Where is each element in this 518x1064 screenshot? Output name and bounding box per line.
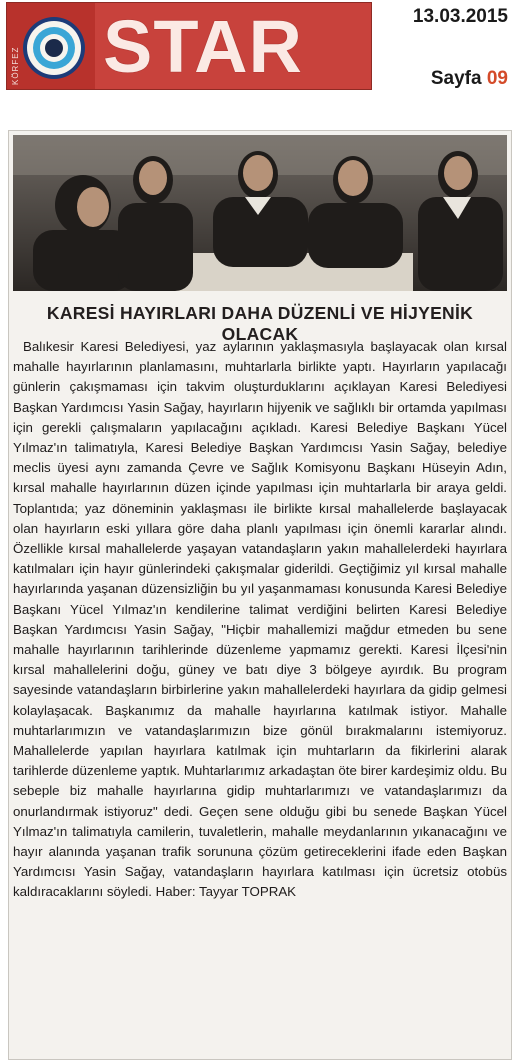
newspaper-logo [6,2,372,90]
news-clipping [8,130,512,1060]
article-headline: KARESİ HAYIRLARI DAHA DÜZENLİ VE HİJYENİK OLACAK [46,303,474,344]
masthead [0,0,518,120]
article-paragraph: Balıkesir Karesi Belediyesi, yaz aylarının yaklaşmasıyla başlayacak olan kırsal mahalle hayırlarının planlamasını, muhtarlarla birlikte yaptı. Hayırların yapılacağı günlerin çakışmaması için takvim oluşturduklarını açıklayan Karesi Belediyesi Başkan Yardımcısı Yasin Sağay, hayırların hijyenik ve sağlıklı bir ortamda yapılması için gerekli çalışmaların yapılacağını açıkladı. Karesi Belediye Başkanı Yücel Yılmaz'ın talimatıyla, Karesi Belediye Başkan Yardımcısı Yasin Sağay, belediye meclis üyesi aynı zamanda Çevre ve Sağlık Komisyonu Başkanı Hüseyin Adın, kırsal mahalle hayırlarının düzen içinde yapılması için muhtarlarla bir araya geldi. Toplantıda; yaz döneminin yaklaşması ile birlikte kırsal mahallelerde başlayacak olan hayırların eski yıllara göre daha planlı yapılması için önemli kararlar alındı. Özellikle kırsal mahallelerde yaşayan vatandaşların yakın mahallelerdeki hayırlara katılmaları için hayır günlerindeki çakışmalar giderildi. Geçtiğimiz yıl kırsal mahalle hayırlarında yaşanan düzensizliğin bu yıl yaşanmaması konusunda Karesi Belediye Başkanı Yücel Yılmaz'ın kendilerine talimat verdiğini belirten Karesi Belediye Başkan Yardımcısı Yasin Sağay, "Hiçbir mahallemizi mağdur etmeden bu sene mahalle hayırlarının tarihlerinde düzenleme yapmamız gerekti. Karesi İlçesi'nin kırsal mahallelerini doğu, güney ve batı diye 3 bölgeye ayırdık. Bu program sayesinde vatandaşların birbirlerine yakın mahallelerdeki hayırlara da gidip gelmesi kolaylaşacak. Başkanımız da mahalle hayırlarına katılmak istiyor. Mahalle muhtarlarımızın ve vatandaşlarımızın bize gönül bırakmalarını istemiyoruz. Mahallelerde yapılan hayırlara katılmak için muhtarların da fikirlerini alarak tarihlerde düzenleme yaptık. Muhtarlarımız arkadaştan öte birer kardeşimiz oldu. Bu sebeple biz mahalle hayırlarına gidip muhtarlarımızı ve vatandaşlarımızı da onurlandırmak istiyoruz" dedi. Geçen sene olduğu gibi bu senede Başkan Yücel Yılmaz'ın talimatıyla camilerin, tuvaletlerin, mahalle meydanlarının yıkanacağını ve hayır alanında yaşanan trafik sorununa çözüm getireceklerini ifade eden Başkan Yardımcısı Yasin Sağay, vatandaşların hayırlara katılması için ücretsiz otobüs kaldıracaklarını söyledi. Haber: Tayyar TOPRAK [13,339,507,900]
publication-date: 13.03.2015 [412,6,508,27]
page-indicator [431,68,508,90]
logo-wordmark: STAR [103,5,303,88]
logo-side-text: KÖRFEZ [11,46,20,85]
page-label: Sayfa [430,68,482,89]
page-number: 09 [486,68,508,89]
meeting-photo [13,135,507,291]
eye-logo-icon [21,15,87,81]
logo-side-panel [7,3,95,89]
article-body [13,337,507,903]
